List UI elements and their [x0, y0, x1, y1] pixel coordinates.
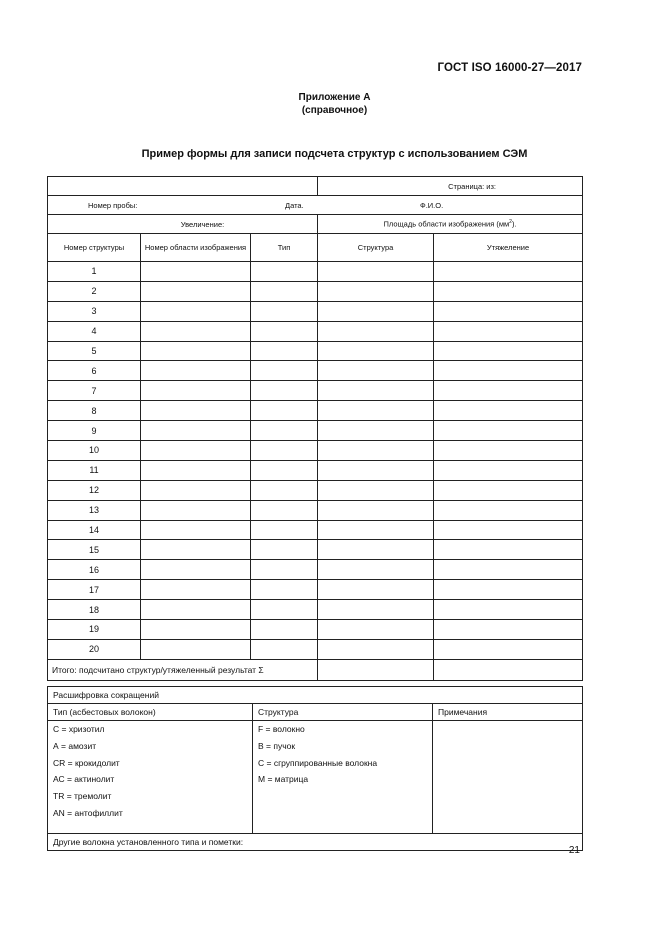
- type-item: CR = крокидолит: [53, 757, 120, 768]
- structure-number-cell: 2: [48, 281, 141, 301]
- total-label: Итого: подсчитано структур/утяжеленный результат Σ: [48, 659, 318, 680]
- weight-cell[interactable]: [434, 620, 583, 640]
- type-cell[interactable]: [251, 480, 318, 500]
- type-cell[interactable]: [251, 500, 318, 520]
- legend-col-type: Тип (асбестовых волокон): [48, 704, 253, 721]
- structure-number-cell: 20: [48, 639, 141, 659]
- total-weight-cell[interactable]: [434, 659, 583, 680]
- structure-cell[interactable]: [318, 560, 434, 580]
- area-number-cell[interactable]: [141, 540, 251, 560]
- structure-cell[interactable]: [318, 262, 434, 282]
- weight-cell[interactable]: [434, 480, 583, 500]
- standard-code: ГОСТ ISO 16000-27—2017: [437, 62, 582, 74]
- type-item: AN = антофиллит: [53, 807, 123, 818]
- area-number-cell[interactable]: [141, 381, 251, 401]
- structure-cell[interactable]: [318, 321, 434, 341]
- structure-number-cell: 16: [48, 560, 141, 580]
- form-top-row: [48, 177, 583, 196]
- table-row: [48, 381, 583, 401]
- table-row: [48, 480, 583, 500]
- sample-cell[interactable]: [48, 196, 583, 215]
- structure-cell[interactable]: [318, 460, 434, 480]
- col-header-area-number: Номер области изображения: [141, 234, 251, 262]
- form-title: Пример формы для записи подсчета структур с использованием СЭМ: [141, 148, 528, 160]
- weight-cell[interactable]: [434, 301, 583, 321]
- structure-number-cell: 6: [48, 361, 141, 381]
- annex-heading: [0, 91, 661, 117]
- weight-cell[interactable]: [434, 281, 583, 301]
- structure-number-cell: 11: [48, 460, 141, 480]
- table-row: [48, 262, 583, 282]
- weight-cell[interactable]: [434, 381, 583, 401]
- structure-cell[interactable]: [318, 580, 434, 600]
- type-item: С = хризотил: [53, 724, 105, 734]
- structure-cell[interactable]: [318, 421, 434, 441]
- structure-cell[interactable]: [318, 401, 434, 421]
- table-row: [48, 460, 583, 480]
- type-cell[interactable]: [251, 460, 318, 480]
- structure-number-cell: 4: [48, 321, 141, 341]
- area-number-cell[interactable]: [141, 620, 251, 640]
- weight-cell[interactable]: [434, 639, 583, 659]
- structure-cell[interactable]: [318, 441, 434, 461]
- table-row: [48, 580, 583, 600]
- type-item: А = амозит: [53, 740, 97, 751]
- structure-number-cell: 15: [48, 540, 141, 560]
- structure-number-cell: 12: [48, 480, 141, 500]
- legend-header-row: [48, 704, 583, 721]
- weight-cell[interactable]: [434, 441, 583, 461]
- area-number-cell[interactable]: [141, 321, 251, 341]
- area-number-cell[interactable]: [141, 441, 251, 461]
- table-row: [48, 600, 583, 620]
- weight-cell[interactable]: [434, 262, 583, 282]
- type-item: TR = тремолит: [53, 791, 112, 802]
- structure-number-cell: 14: [48, 520, 141, 540]
- total-structure-cell[interactable]: [318, 659, 434, 680]
- weight-cell[interactable]: [434, 520, 583, 540]
- type-cell[interactable]: [251, 441, 318, 461]
- structure-cell[interactable]: [318, 520, 434, 540]
- area-number-cell[interactable]: [141, 639, 251, 659]
- structure-number-cell: 3: [48, 301, 141, 321]
- table-row: [48, 361, 583, 381]
- structure-cell[interactable]: [318, 361, 434, 381]
- sample-row: [48, 196, 583, 215]
- table-row: [48, 321, 583, 341]
- structure-cell[interactable]: [318, 480, 434, 500]
- area-sup: 2: [509, 219, 512, 226]
- area-number-cell[interactable]: [141, 500, 251, 520]
- structure-item: М = матрица: [258, 774, 309, 785]
- legend-col-structure: Структура: [253, 704, 433, 721]
- legend-body-row: [48, 721, 583, 834]
- structure-item: С = сгруппированные волокна: [258, 757, 378, 768]
- type-cell[interactable]: [251, 600, 318, 620]
- col-header-structure: Структура: [318, 234, 434, 262]
- weight-cell[interactable]: [434, 460, 583, 480]
- type-cell[interactable]: [251, 520, 318, 540]
- area-number-cell[interactable]: [141, 401, 251, 421]
- weight-cell[interactable]: [434, 560, 583, 580]
- magnification-label[interactable]: Увеличение:: [48, 215, 318, 234]
- type-cell[interactable]: [251, 341, 318, 361]
- form-blank-cell[interactable]: [48, 177, 318, 196]
- table-row: [48, 281, 583, 301]
- area-number-cell[interactable]: [141, 480, 251, 500]
- structure-list: [253, 721, 433, 834]
- structure-number-cell: 10: [48, 441, 141, 461]
- area-label: Площадь области изображения (мм: [383, 219, 510, 229]
- type-cell[interactable]: [251, 620, 318, 640]
- structure-cell[interactable]: [318, 301, 434, 321]
- type-cell[interactable]: [251, 540, 318, 560]
- weight-cell[interactable]: [434, 500, 583, 520]
- other-fibers-label[interactable]: Другие волокна установленного типа и пометки:: [48, 834, 583, 851]
- weight-cell[interactable]: [434, 341, 583, 361]
- table-row: [48, 421, 583, 441]
- table-row: [48, 341, 583, 361]
- structure-cell[interactable]: [318, 540, 434, 560]
- magnification-row: [48, 215, 583, 234]
- table-row: [48, 401, 583, 421]
- structure-cell[interactable]: [318, 341, 434, 361]
- table-row: [48, 540, 583, 560]
- legend-table: [47, 686, 583, 851]
- table-row: [48, 500, 583, 520]
- structure-cell[interactable]: [318, 500, 434, 520]
- area-number-cell[interactable]: [141, 460, 251, 480]
- type-cell[interactable]: [251, 262, 318, 282]
- weight-cell[interactable]: [434, 580, 583, 600]
- annex-title: Приложение А: [298, 92, 371, 103]
- total-row: [48, 659, 583, 680]
- table-row: [48, 560, 583, 580]
- area-number-cell[interactable]: [141, 281, 251, 301]
- structure-number-cell: 8: [48, 401, 141, 421]
- weight-cell[interactable]: [434, 421, 583, 441]
- table-row: [48, 441, 583, 461]
- page-number: 21: [568, 845, 580, 856]
- col-header-type: Тип: [251, 234, 318, 262]
- area-number-cell[interactable]: [141, 520, 251, 540]
- area-number-cell[interactable]: [141, 361, 251, 381]
- structure-item: В = пучок: [258, 740, 296, 751]
- area-number-cell[interactable]: [141, 262, 251, 282]
- table-row: [48, 301, 583, 321]
- table-row: [48, 639, 583, 659]
- annex-subtitle: (справочное): [301, 105, 368, 116]
- legend-title: Расшифровка сокращений: [48, 687, 583, 704]
- area-number-cell[interactable]: [141, 580, 251, 600]
- structure-number-cell: 5: [48, 341, 141, 361]
- structure-number-cell: 19: [48, 620, 141, 640]
- type-cell[interactable]: [251, 560, 318, 580]
- type-cell[interactable]: [251, 321, 318, 341]
- type-item: АС = актинолит: [53, 774, 115, 785]
- weight-cell[interactable]: [434, 600, 583, 620]
- table-row: [48, 520, 583, 540]
- structure-item: F = волокно: [258, 724, 305, 734]
- type-cell[interactable]: [251, 281, 318, 301]
- weight-cell[interactable]: [434, 401, 583, 421]
- area-number-cell[interactable]: [141, 341, 251, 361]
- type-cell[interactable]: [251, 301, 318, 321]
- legend-col-notes: Примечания: [433, 704, 583, 721]
- area-suffix: ).: [511, 219, 517, 229]
- weight-cell[interactable]: [434, 321, 583, 341]
- type-cell[interactable]: [251, 361, 318, 381]
- structure-number-cell: 9: [48, 421, 141, 441]
- type-cell[interactable]: [251, 381, 318, 401]
- structure-number-cell: 17: [48, 580, 141, 600]
- weight-cell[interactable]: [434, 361, 583, 381]
- notes-cell[interactable]: [433, 721, 583, 834]
- other-fibers-row: [48, 834, 583, 851]
- type-cell[interactable]: [251, 401, 318, 421]
- count-table: [47, 176, 583, 681]
- structure-number-cell: 7: [48, 381, 141, 401]
- date-label: Дата.: [285, 200, 304, 210]
- type-list: [48, 721, 253, 834]
- structure-cell[interactable]: [318, 381, 434, 401]
- type-cell[interactable]: [251, 421, 318, 441]
- table-row: [48, 620, 583, 640]
- structure-number-cell: 18: [48, 600, 141, 620]
- area-number-cell[interactable]: [141, 560, 251, 580]
- col-header-structure-number: Номер структуры: [48, 234, 141, 262]
- structure-number-cell: 13: [48, 500, 141, 520]
- structure-number-cell: 1: [48, 262, 141, 282]
- area-number-cell[interactable]: [141, 301, 251, 321]
- legend-title-row: [48, 687, 583, 704]
- page-label[interactable]: Страница: из:: [318, 177, 583, 196]
- area-label-cell[interactable]: [318, 215, 583, 234]
- structure-cell[interactable]: [318, 281, 434, 301]
- weight-cell[interactable]: [434, 540, 583, 560]
- structure-cell[interactable]: [318, 600, 434, 620]
- column-header-row: [48, 234, 583, 262]
- structure-cell[interactable]: [318, 620, 434, 640]
- col-header-weight: Утяжеление: [434, 234, 583, 262]
- type-cell[interactable]: [251, 580, 318, 600]
- area-number-cell[interactable]: [141, 421, 251, 441]
- area-number-cell[interactable]: [141, 600, 251, 620]
- structure-cell[interactable]: [318, 639, 434, 659]
- sample-label: Номер пробы:: [88, 200, 138, 210]
- type-cell[interactable]: [251, 639, 318, 659]
- name-label: Ф.И.О.: [420, 200, 444, 210]
